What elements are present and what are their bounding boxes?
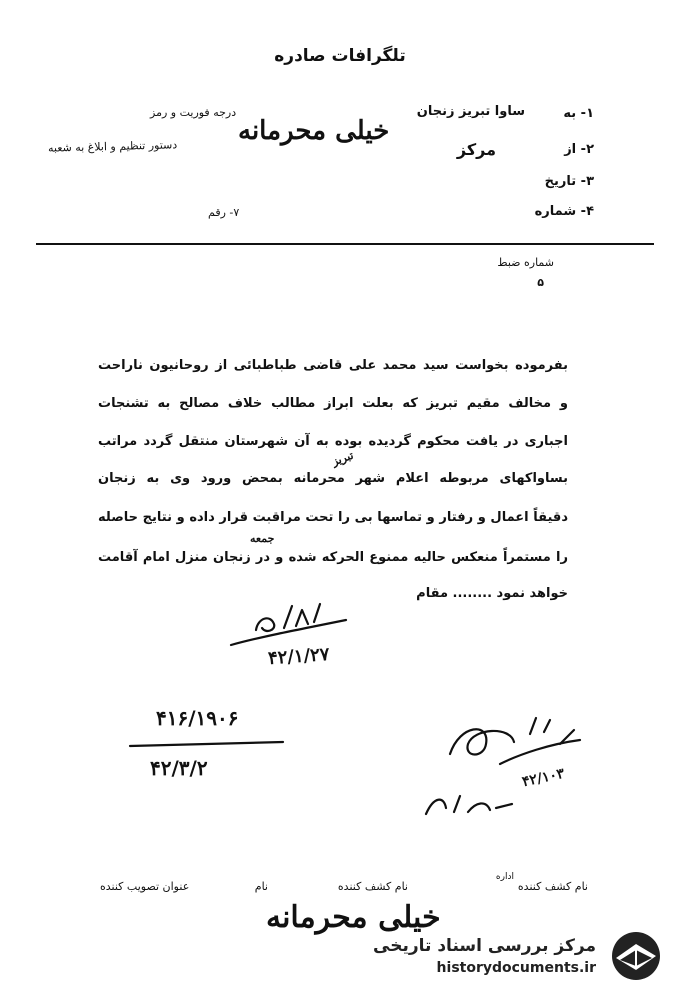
reference-number: ۴۱۶/۱۹۰۶ bbox=[156, 706, 239, 730]
handwritten-insert-friday: جمعه bbox=[250, 532, 275, 545]
body-closing: خواهد نمود ........ مقام bbox=[416, 586, 568, 601]
body-line-3: اجباری در یافت محکوم گردیده بوده به آن شهرستان منتقل گردد مراتب bbox=[98, 434, 568, 449]
side-note-line1: شماره ضبط bbox=[497, 256, 554, 269]
body-line-6: را مستمراً منعکس حالیه ممنوع الحرکه شده و در زنجان منزل امام آقامت bbox=[98, 550, 568, 565]
from-label: ۲- از bbox=[564, 142, 594, 157]
book-logo-icon bbox=[606, 930, 666, 982]
body-line-1: بفرموده بخواست سید محمد علی قاضی طباطبائی از روحانیون ناراحت bbox=[98, 358, 568, 373]
body-line-5: دقیقاً اعمال و رفتار و تماسها بی را تحت مراقبت قرار داده و نتایج حاصله bbox=[98, 510, 568, 525]
header-divider bbox=[36, 243, 654, 245]
from-value: مرکز bbox=[456, 140, 496, 159]
urgency-note: درجه فوریت و رمز bbox=[150, 106, 237, 119]
date-label: ۳- تاریخ bbox=[544, 174, 594, 189]
initials-scribble bbox=[420, 790, 520, 820]
stamp-top: خیلی محرمانه bbox=[238, 116, 390, 146]
body-line-2: و مخالف مقیم تبریز که بعلت ابراز مطالب خلاف مصالح به تشنجات bbox=[98, 396, 568, 411]
footer-col-middle1: نام کشف کننده bbox=[337, 880, 408, 893]
document-title: تلگرافات صادره bbox=[274, 46, 406, 66]
reference-date: ۴۲/۳/۲ bbox=[150, 756, 208, 780]
reference-underline bbox=[128, 736, 288, 752]
signature-scribble-right bbox=[440, 714, 590, 784]
footer-col-middle2: نام bbox=[254, 880, 268, 893]
body-line-4: بساواکهای مربوطه اعلام شهر محرمانه بمحض ورود وی به زنجان bbox=[98, 471, 568, 486]
seventh-field: ۷- رقم bbox=[208, 206, 240, 219]
signature-date: ۴۲/۱/۲۷ bbox=[267, 643, 331, 670]
handwritten-insert-tabriz: تبریز bbox=[330, 448, 356, 469]
right-date: ۴۲/۱۰۳ bbox=[520, 765, 566, 791]
routing-note: دستور تنظیم و ابلاغ به شعبه bbox=[47, 138, 178, 155]
to-label: ۱- به bbox=[563, 106, 594, 121]
footer-col-left: عنوان تصویب کننده bbox=[100, 880, 190, 893]
to-value: ساوا تبریز زنجان bbox=[416, 104, 525, 119]
watermark-url: historydocuments.ir bbox=[436, 960, 596, 976]
signature-scribble-main bbox=[226, 600, 356, 650]
footer-col-right: نام کشف کننده bbox=[517, 880, 588, 893]
side-note-line2: ۵ bbox=[537, 276, 544, 289]
watermark-name: مرکز بررسی اسناد تاریخی bbox=[373, 936, 596, 956]
footer-col-right2: اداره bbox=[495, 872, 514, 882]
stamp-bottom: خیلی محرمانه bbox=[266, 900, 441, 935]
number-label: ۴- شماره bbox=[534, 204, 594, 219]
